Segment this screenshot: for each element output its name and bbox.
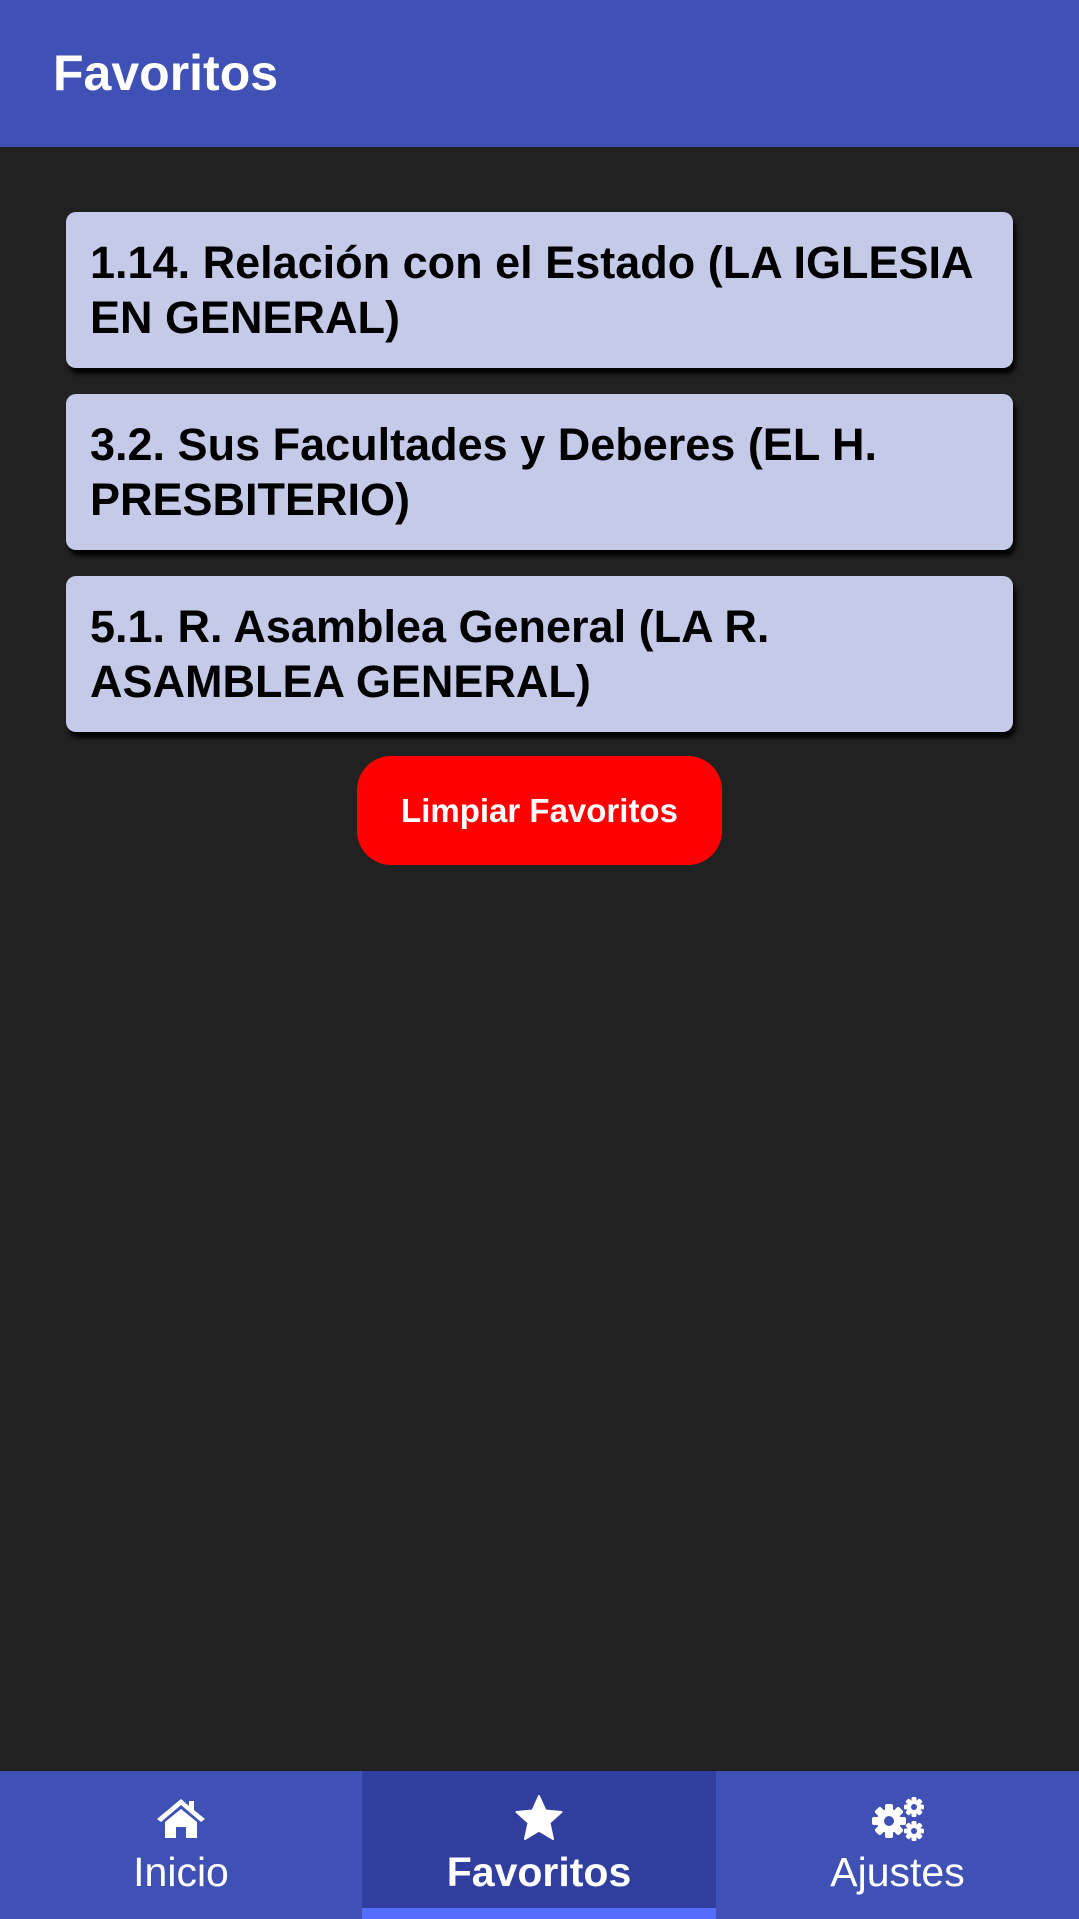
favorite-item[interactable] (66, 212, 1013, 368)
nav-item-inicio[interactable] (0, 1771, 362, 1919)
favorites-list (66, 212, 1013, 758)
nav-item-label: Inicio (133, 1849, 229, 1895)
favorite-item[interactable] (66, 576, 1013, 732)
favorite-item-label: 5.1. R. Asamblea General (LA R. ASAMBLEA GENERAL) (90, 601, 770, 707)
favorites-content (0, 147, 1079, 1771)
app-header (0, 0, 1079, 147)
active-tab-indicator (362, 1908, 716, 1919)
page-title: Favoritos (53, 45, 279, 101)
gears-icon (870, 1795, 926, 1841)
nav-item-label: Favoritos (446, 1849, 632, 1895)
clear-favorites-button[interactable]: Limpiar Favoritos (357, 756, 722, 865)
home-icon (153, 1795, 209, 1841)
nav-item-label: Ajustes (830, 1849, 965, 1895)
star-icon (511, 1795, 567, 1841)
favorite-item-label: 3.2. Sus Facultades y Deberes (EL H. PRESBITERIO) (90, 419, 877, 525)
bottom-navigation (0, 1771, 1079, 1919)
nav-item-favoritos[interactable] (362, 1771, 716, 1919)
nav-item-ajustes[interactable] (716, 1771, 1079, 1919)
favorite-item[interactable] (66, 394, 1013, 550)
favorite-item-label: 1.14. Relación con el Estado (LA IGLESIA EN GENERAL) (90, 237, 972, 343)
